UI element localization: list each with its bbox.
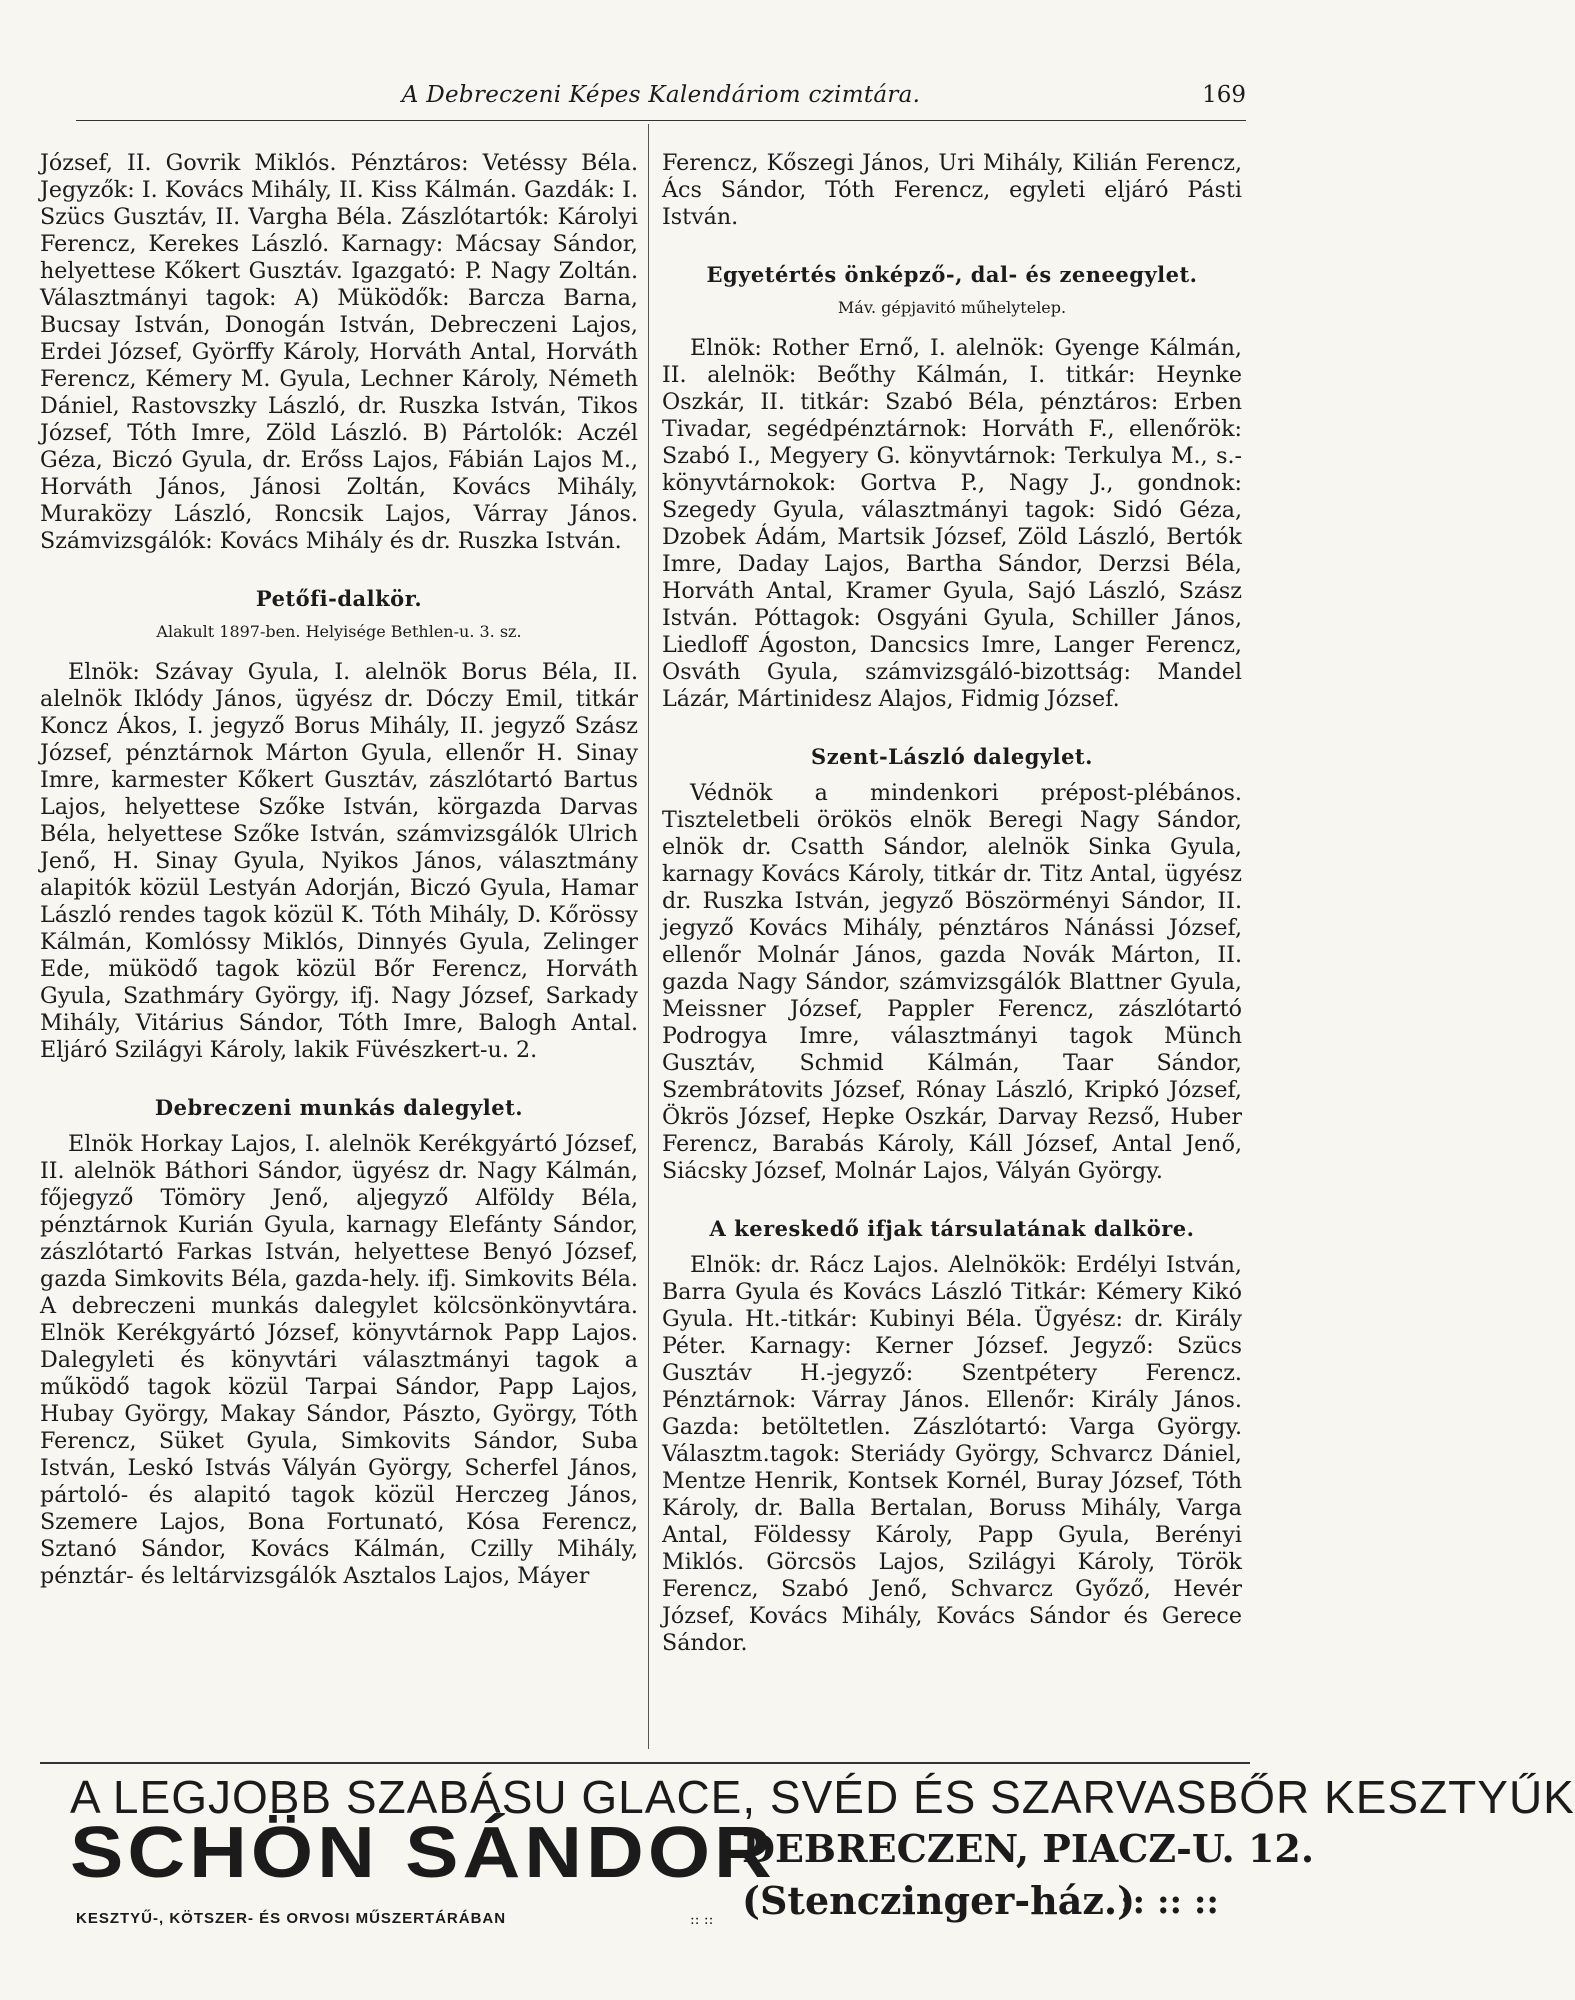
kereskedo-paragraph: Elnök: dr. Rácz Lajos. Alelnökök: Erdélyi István, Barra Gyula és Kovács László Titkár: Kémery Kikó Gyula. Ht.-titkár: Kubinyi Béla. Ügyész: dr. Király Péter. Karnagy: Kerner József. Jegyző: Szücs Gusztáv H.-jegyző: Szentpétery Ferencz. Pénztárnok: Várray János. Ellenőr: Király János. Gazda: betöltetlen. Zászlótartó: Varga György. Választm.tagok: Steriády György, Schvarcz Dániel, Mentze Henrik, Kontsek Kornél, Buray József, Tóth Károly, dr. Balla Bertalan, Boruss Mihály, Varga Antal, Földessy Károly, Papp Gyula, Berényi Miklós. Görcsös Lajos, Szilágyi Károly, Török Ferencz, Szabó Jenő, Schvarcz Győző, Hevér József, Kovács Mihály, Kovács Sándor és Gerece Sándor. [662,1252,1242,1656]
advertisement-rule [40,1762,1250,1764]
szent-laszlo-section-title: Szent-László dalegylet. [811,744,1093,769]
munkas-section-title: Debreczeni munkás dalegylet. [154,1095,524,1120]
column-divider [648,124,649,1749]
advertisement-address: DEBRECZEN, PIACZ-U. 12. [742,1826,1315,1871]
advertisement-ornament-small: :: :: [690,1912,714,1928]
egyetertes-section-subtitle: Máv. gépjavitó műhelytelep. [837,298,1067,317]
petofi-section-subtitle: Alakult 1897-ben. Helyisége Bethlen-u. 3. sz. [156,622,522,641]
advertisement-headline: A LEGJOBB SZABÁSU GLACE, SVÉD ÉS SZARVASBŐR KESZTYŰK [70,1771,1575,1823]
kereskedo-section-title: A kereskedő ifjak társulatának dalköre. [709,1216,1195,1241]
page-number: 169 [1202,82,1246,108]
advertisement-house: (Stenczinger-ház.) [742,1878,1136,1923]
page-header [76,80,1246,121]
right-intro-paragraph: Ferencz, Kőszegi János, Uri Mihály, Kilián Ferencz, Ács Sándor, Tóth Ferencz, egyleti eljáró Pásti István. [662,150,1242,230]
egyetertes-section-title: Egyetértés önképző-, dal- és zeneegylet. [706,262,1198,287]
running-title: A Debreczeni Képes Kalendáriom czimtára. [401,82,921,108]
szent-laszlo-paragraph: Védnök a mindenkori prépost-plébános. Tiszteletbeli örökös elnök Beregi Nagy Sándor, elnök dr. Csatth Sándor, alelnök Sinka Gyula, karnagy Kovács Károly, titkár dr. Titz Antal, ügyész dr. Ruszka István, jegyző Böszörményi Sándor, II. jegyző Kovács Mihály, pénztáros Nánássi József, ellenőr Molnár János, gazda Novák Márton, II. gazda Nagy Sándor, számvizsgálók Blattner Gyula, Meissner József, Pappler Ferencz, zászlótartó Podrogya Imre, választmányi tagok Münch Gusztáv, Schmid Kálmán, Taar Sándor, Szembrátovits József, Rónay László, Kripkó József, Ökrös József, Hepke Oszkár, Darvay Rezső, Huber Ferencz, Barabás Károly, Káll József, Antal Jenő, Siácsky József, Molnár Lajos, Vályán György. [662,780,1242,1184]
advertisement-ornament: :: :: :: [1120,1882,1219,1922]
munkas-paragraph: Elnök Horkay Lajos, I. alelnök Kerékgyártó József, II. alelnök Báthori Sándor, ügyész dr. Nagy Kálmán, főjegyző Tömöry Jenő, aljegyző Alföldy Béla, pénztárnok Kurián Gyula, karnagy Elefánty Sándor, zászlótartó Farkas István, helyettese Benyó József, gazda Simkovits Béla, gazda-hely. ifj. Simkovits Béla. A debreczeni munkás dalegylet kölcsönkönyvtára. Elnök Kerékgyártó József, könyvtárnok Papp Lajos. Dalegyleti és könyvtári választmányi tagok a működő tagok közül Tarpai Sándor, Papp Lajos, Hubay György, Makay Sándor, Pászto, György, Tóth Ferencz, Süket Gyula, Simkovits Sándor, Suba István, Leskó Istvás Vályán György, Scherfel János, pártoló- és alapitó tagok közül Herczeg János, Szemere Lajos, Bona Fortunató, Kósa Ferencz, Sztanó Sándor, Kovács Kálmán, Czilly Mihály, pénztár- és leltárvizsgálók Asztalos Lajos, Máyer [40,1131,638,1589]
petofi-section-title: Petőfi-dalkör. [255,586,423,611]
petofi-paragraph: Elnök: Szávay Gyula, I. alelnök Borus Béla, II. alelnök Iklódy János, ügyész dr. Dóczy Emil, titkár Koncz Ákos, I. jegyző Borus Mihály, II. jegyző Szász József, pénztárnok Márton Gyula, ellenőr H. Sinay Imre, karmester Kőkert Gusztáv, zászlótartó Bartus Lajos, helyettese Szőke István, körgazda Darvas Béla, helyettese Szőke István, számvizsgálók Ulrich Jenő, H. Sinay Gyula, Nyikos János, választmány alapitók közül Lestyán Adorján, Biczó Gyula, Hamar László rendes tagok közül K. Tóth Mihály, D. Kőrössy Kálmán, Komlóssy Miklós, Dinnyés Gyula, Zelinger Ede, müködő tagok közül Bőr Ferencz, Horváth Gyula, Szathmáry György, ifj. Nagy József, Sarkady Mihály, Vitárius Sándor, Tóth Imre, Balogh Antal. Eljáró Szilágyi Károly, lakik Füvészkert-u. 2. [40,659,638,1063]
egyetertes-paragraph: Elnök: Rother Ernő, I. alelnök: Gyenge Kálmán, II. alelnök: Beőthy Kálmán, I. titkár: Heynke Oszkár, II. titkár: Szabó Béla, pénztáros: Erben Tivadar, segédpénztárnok: Horváth F., ellenőrök: Szabó I., Megyery G. könyvtárnok: Terkulya M., s.-könyvtárnokok: Gortva P., Nagy J., gondnok: Szegedy Gyula, választmányi tagok: Sidó Géza, Dzobek Ádám, Martsik József, Zöld László, Bertók Imre, Daday Lajos, Bartha Sándor, Derzsi Béla, Horváth Antal, Kramer Gyula, Sajó László, Szász István. Póttagok: Osgyáni Gyula, Schiller János, Liedloff Ágoston, Dancsics Imre, Langer Ferencz, Osváth Gyula, számvizsgáló-bizottság: Mandel Lázár, Mártinidesz Alajos, Fidmig József. [662,335,1242,712]
right-column [662,150,1242,1657]
left-intro-paragraph: József, II. Govrik Miklós. Pénztáros: Vetéssy Béla. Jegyzők: I. Kovács Mihály, II. Kiss Kálmán. Gazdák: I. Szücs Gusztáv, II. Vargha Béla. Zászlótartók: Károlyi Ferencz, Kerekes László. Karnagy: Mácsay Sándor, helyettese Kőkert Gusztáv. Igazgató: P. Nagy Zoltán. Választmányi tagok: A) Müködők: Barcza Barna, Bucsay István, Donogán István, Debreczeni Lajos, Erdei József, Györffy Károly, Horváth Antal, Horváth Ferencz, Kémery M. Gyula, Lechner Károly, Németh Dániel, Rastovszky László, dr. Ruszka István, Tikos József, Tóth Imre, Zöld László. B) Pártolók: Aczél Géza, Biczó Gyula, dr. Erőss Lajos, Fábián Lajos M., Horváth János, Jánosi Zoltán, Kovács Mihály, Muraközy László, Roncsik Lajos, Várray János. Számvizsgálók: Kovács Mihály és dr. Ruszka István. [40,150,638,554]
advertisement-subline: KESZTYŰ-, KÖTSZER- ÉS ORVOSI MŰSZERTÁRÁBAN [76,1910,507,1927]
left-column [40,150,638,1590]
advertisement-brand: SCHÖN SÁNDOR [70,1812,776,1893]
